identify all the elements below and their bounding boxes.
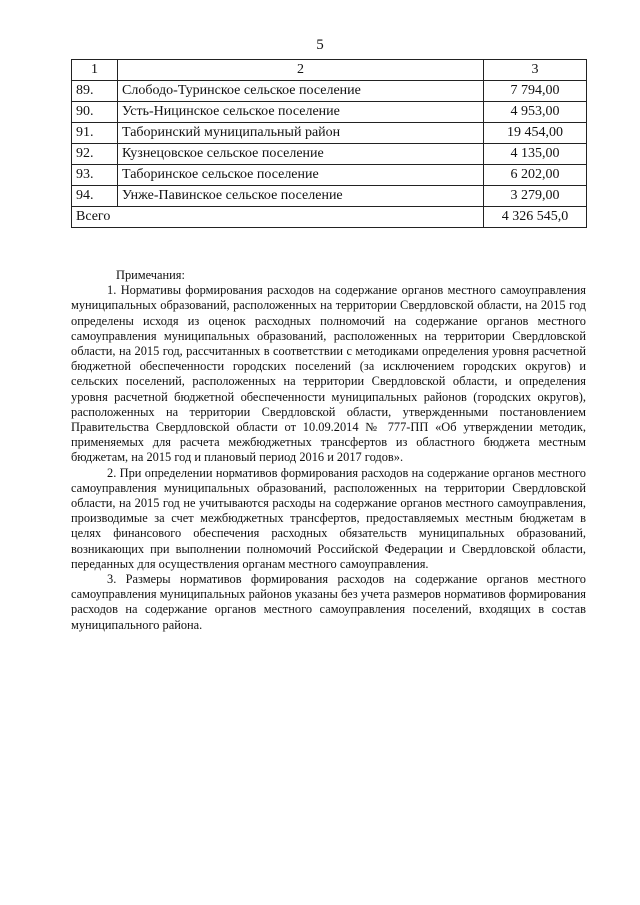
row-name: Таборинский муниципальный район xyxy=(118,123,484,144)
table-row xyxy=(72,102,587,123)
column-header-1: 1 xyxy=(72,60,118,81)
table-row xyxy=(72,81,587,102)
notes-section xyxy=(71,268,586,633)
row-amount: 3 279,00 xyxy=(484,186,587,207)
total-amount: 4 326 545,0 xyxy=(484,207,587,228)
row-number: 90. xyxy=(72,102,118,123)
table-header-row xyxy=(72,60,587,81)
table-row xyxy=(72,123,587,144)
row-amount: 6 202,00 xyxy=(484,165,587,186)
expenditure-table xyxy=(71,59,587,228)
row-number: 91. xyxy=(72,123,118,144)
column-header-2: 2 xyxy=(118,60,484,81)
row-name: Таборинское сельское поселение xyxy=(118,165,484,186)
row-amount: 4 953,00 xyxy=(484,102,587,123)
row-name: Слободо-Туринское сельское поселение xyxy=(118,81,484,102)
notes-title: Примечания: xyxy=(116,268,185,282)
row-number: 89. xyxy=(72,81,118,102)
note-paragraph-3: 3. Размеры нормативов формирования расходов на содержание органов местного самоуправления муниципальных районов указаны без учета размеров нормативов формирования расходов на содержание органов местного самоуправления поселений, входящих в состав муниципального района. xyxy=(71,572,586,632)
page-number: 5 xyxy=(316,37,324,53)
table-row xyxy=(72,144,587,165)
row-name: Усть-Ницинское сельское поселение xyxy=(118,102,484,123)
row-number: 92. xyxy=(72,144,118,165)
column-header-3: 3 xyxy=(484,60,587,81)
row-amount: 4 135,00 xyxy=(484,144,587,165)
table-row xyxy=(72,165,587,186)
row-amount: 19 454,00 xyxy=(484,123,587,144)
row-number: 93. xyxy=(72,165,118,186)
row-name: Кузнецовское сельское поселение xyxy=(118,144,484,165)
table-row xyxy=(72,186,587,207)
row-amount: 7 794,00 xyxy=(484,81,587,102)
note-paragraph-1: 1. Нормативы формирования расходов на содержание органов местного самоуправления муниципальных образований, расположенных на территории Свердловской области, на 2015 год определены исходя из оценок расходных полномочий на содержание органов местного самоуправления муниципальных образований, расположенных на территории Свердловской области, на 2015 год, рассчитанных в соответствии с методиками определения уровня расчетной бюджетной обеспеченности городских поселений (за исключением городских округов) и сельских поселений, расположенных на территории Свердловской области, и определения уровня расчетной бюджетной обеспеченности муниципальных районов (городских округов), расположенных на территории Свердловской области, утвержденными постановлением Правительства Свердловской области от 10.09.2014 № 777-ПП «Об утверждении методик, применяемых для расчета межбюджетных трансфертов из областного бюджета местным бюджетам, на 2015 год и плановый период 2016 и 2017 годов». xyxy=(71,283,586,465)
total-label: Всего xyxy=(72,207,484,228)
row-number: 94. xyxy=(72,186,118,207)
row-name: Унже-Павинское сельское поселение xyxy=(118,186,484,207)
note-paragraph-2: 2. При определении нормативов формирования расходов на содержание органов местного самоуправления муниципальных образований, расположенных на территории Свердловской области, на 2015 год не учитываются расходы на содержание органов местного самоуправления, производимые за счет межбюджетных трансфертов, предоставляемых местным бюджетам в целях финансового обеспечения расходных обязательств муниципальных образований, возникающих при выполнении полномочий Российской Федерации и Свердловской области, переданных для осуществления органам местного самоуправления. xyxy=(71,465,586,571)
table-total-row xyxy=(72,207,587,228)
